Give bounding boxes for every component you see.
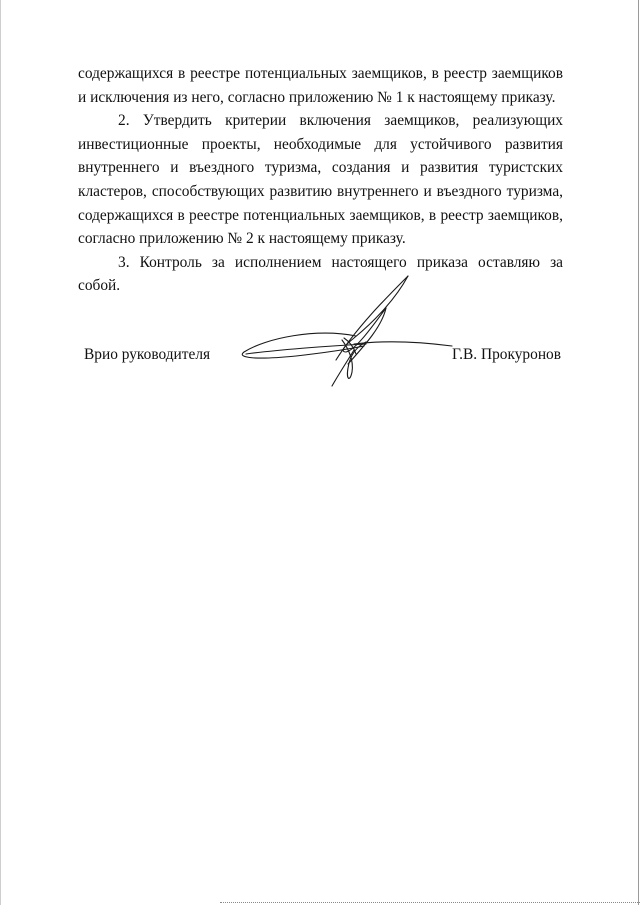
paragraph-item-2: 2. Утвердить критерии включения заемщиков, реализующих инвестиционные проекты, необходимые для устойчивого развития внутреннего и въездного туризма, создания и развития туристских кластеров, способствующих развитию внутреннего и въездного туризма, содержащихся в реестре потенциальных заемщиков, в реестр заемщиков, согласно приложению № 2 к настоящему приказу.	[78, 112, 563, 248]
paragraph-continuation: содержащихся в реестре потенциальных заемщиков, в реестр заемщиков и исключения из него, согласно приложению № 1 к настоящему приказу.	[78, 65, 563, 106]
signer-title: Врио руководителя	[84, 346, 211, 363]
paragraph-item-3: 3. Контроль за исполнением настоящего приказа оставляю за собой.	[78, 253, 563, 295]
signature-strokes	[242, 276, 452, 386]
handwritten-signature	[236, 268, 466, 393]
signer-name: Г.В. Прокуронов	[452, 346, 562, 363]
